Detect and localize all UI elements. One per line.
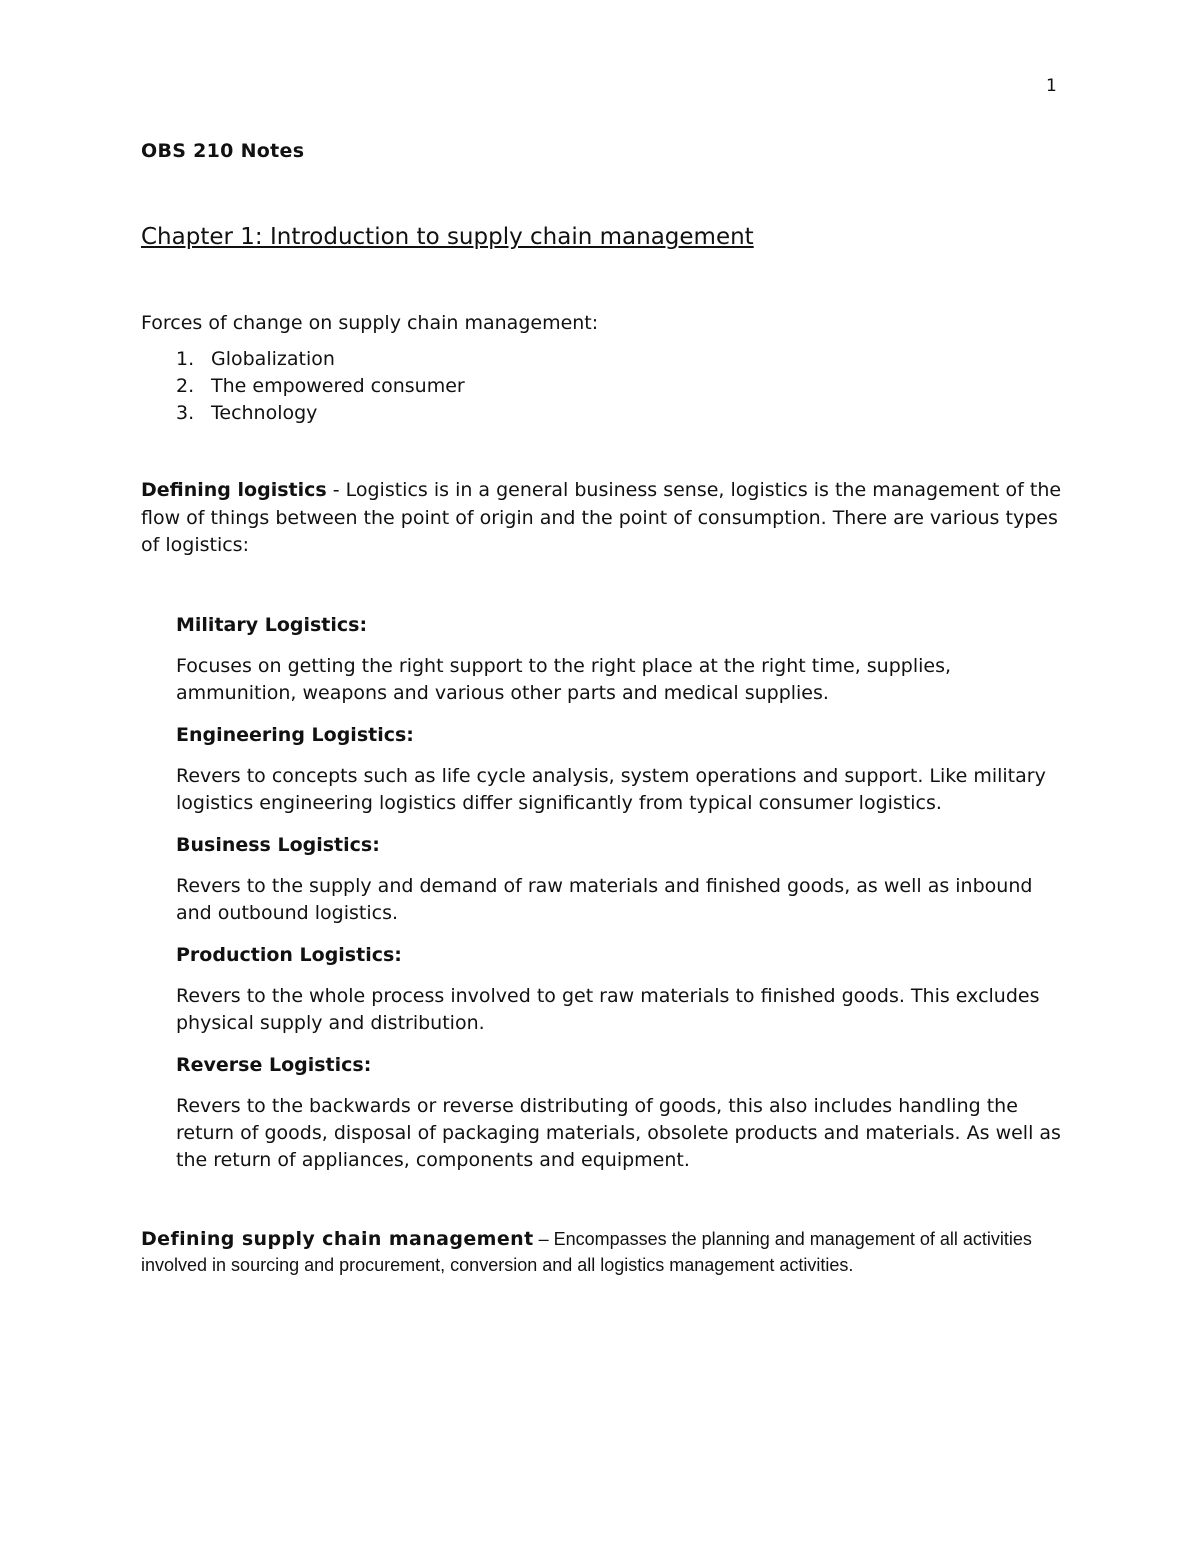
list-item-label: The empowered consumer xyxy=(211,375,465,397)
scm-definition xyxy=(141,1226,1071,1278)
list-item-number: 2. xyxy=(176,375,195,397)
chapter-heading: Chapter 1: Introduction to supply chain management xyxy=(141,224,754,250)
forces-list xyxy=(141,346,1071,427)
type-heading: Military Logistics: xyxy=(176,613,368,636)
list-item-number: 3. xyxy=(176,402,195,424)
type-description: Revers to the supply and demand of raw materials and finished goods, as well as inbound and outbound logistics. xyxy=(176,874,1033,924)
list-item xyxy=(141,346,1071,373)
list-item-number: 1. xyxy=(176,348,195,370)
type-heading: Business Logistics: xyxy=(176,833,380,856)
logistics-definition xyxy=(141,477,1071,560)
logistics-types xyxy=(176,612,1071,1174)
logistics-type-business xyxy=(176,832,1071,927)
logistics-type-reverse xyxy=(176,1052,1071,1174)
logistics-type-production xyxy=(176,942,1071,1037)
type-heading: Production Logistics: xyxy=(176,943,402,966)
type-description: Focuses on getting the right support to the right place at the right time, supplies, ammunition, weapons and various other parts and medical supplies. xyxy=(176,654,952,704)
type-description: Revers to the whole process involved to get raw materials to finished goods. This excludes physical supply and distribution. xyxy=(176,984,1040,1034)
scm-definition-term: Defining supply chain management xyxy=(141,1227,534,1250)
document-body xyxy=(141,140,1071,1278)
type-description: Revers to concepts such as life cycle analysis, system operations and support. Like military logistics engineering logistics differ significantly from typical consumer logistics. xyxy=(176,764,1046,814)
logistics-definition-text: - Logistics is in a general business sense, logistics is the management of the flow of things between the point of origin and the point of consumption. There are various types of logistics: xyxy=(141,479,1062,556)
list-item-label: Globalization xyxy=(211,348,335,370)
logistics-type-military xyxy=(176,612,1071,707)
list-item xyxy=(141,373,1071,400)
type-description: Revers to the backwards or reverse distributing of goods, this also includes handling the return of goods, disposal of packaging materials, obsolete products and materials. As well as the return of appliances, components and equipment. xyxy=(176,1094,1061,1171)
scm-definition-text: – Encompasses the planning and management of all activities involved in sourcing and procurement, conversion and all logistics management activities. xyxy=(141,1228,1032,1275)
forces-intro: Forces of change on supply chain management: xyxy=(141,312,599,334)
page-number: 1 xyxy=(1046,76,1057,96)
type-heading: Reverse Logistics: xyxy=(176,1053,372,1076)
document-title: OBS 210 Notes xyxy=(141,140,305,162)
list-item-label: Technology xyxy=(211,402,318,424)
logistics-type-engineering xyxy=(176,722,1071,817)
type-heading: Engineering Logistics: xyxy=(176,723,414,746)
logistics-definition-term: Defining logistics xyxy=(141,479,327,501)
list-item xyxy=(141,400,1071,427)
